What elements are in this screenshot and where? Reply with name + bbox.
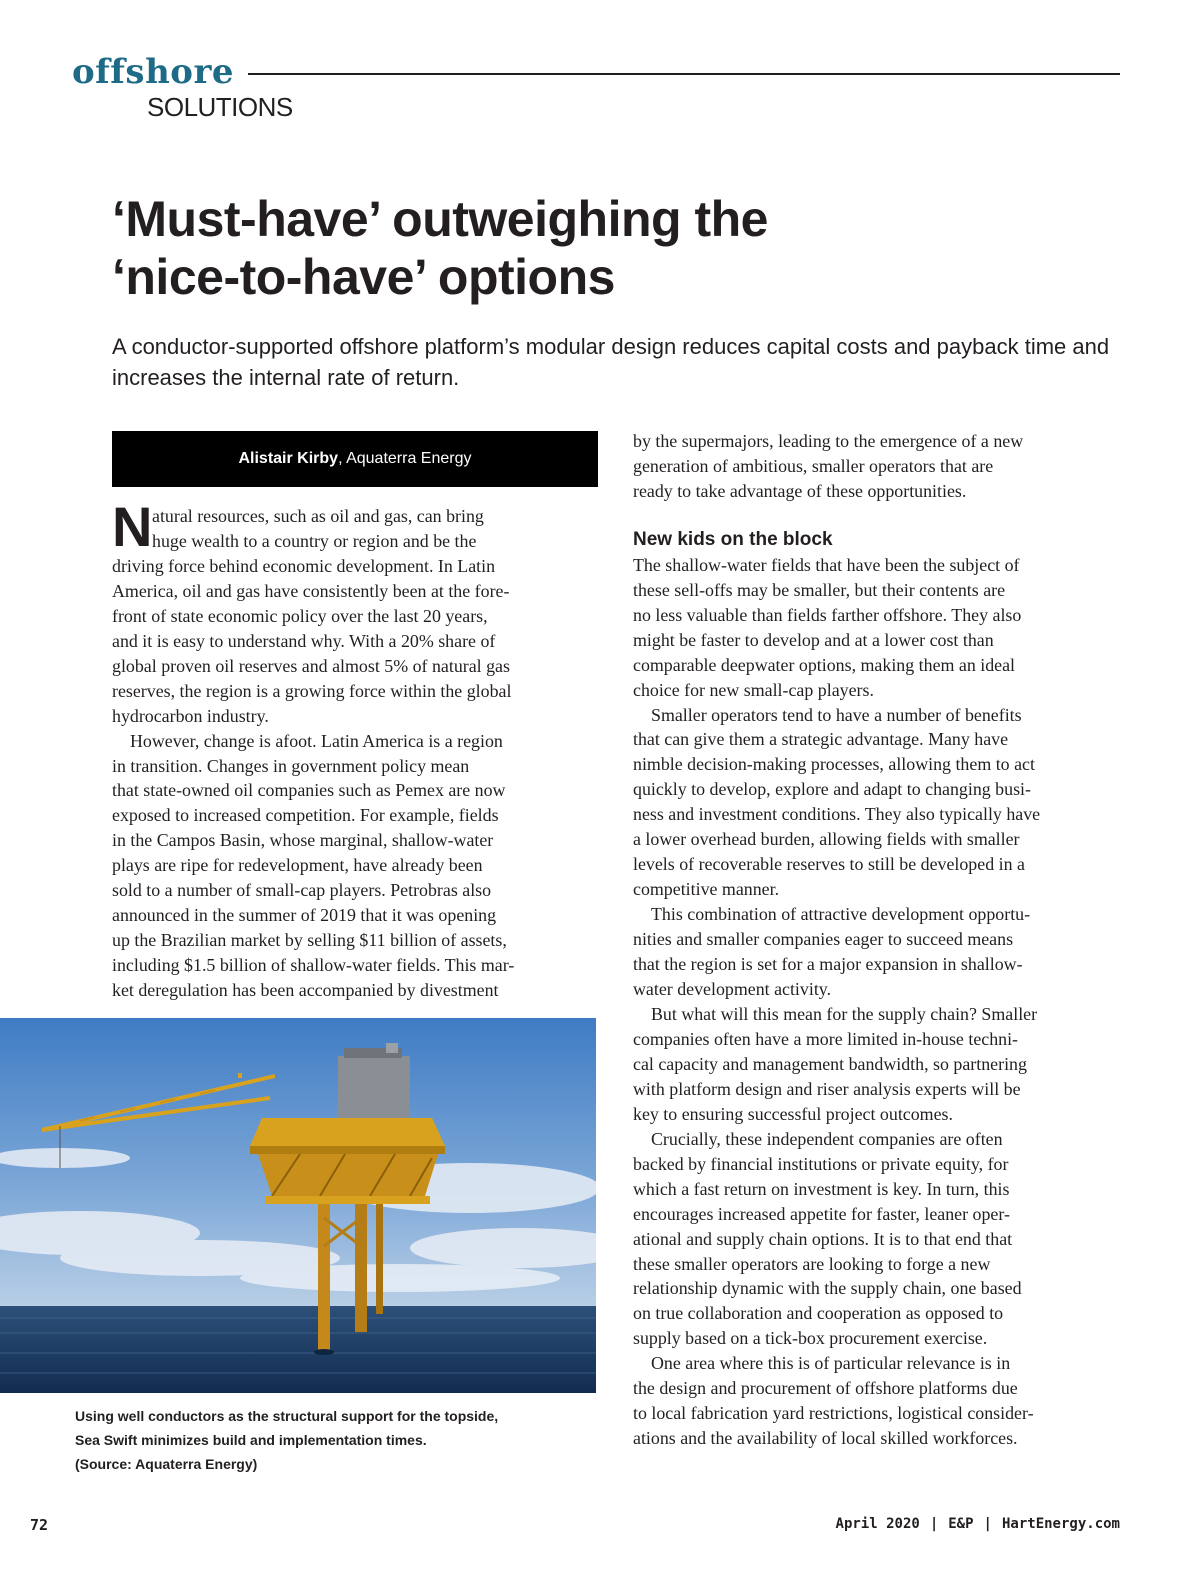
page-number: 72 — [30, 1516, 49, 1534]
subhead: New kids on the block — [633, 528, 833, 550]
body-column-left — [112, 495, 592, 1003]
platform-photo — [0, 1018, 596, 1393]
body-line: ness and investment conditions. They also typically have — [633, 804, 1041, 825]
body-line: that state-owned oil companies such as Pemex are now — [112, 780, 506, 801]
body-line: choice for new small-cap players. — [633, 679, 874, 700]
body-line: ations and the availability of local skilled workforces. — [633, 1428, 1018, 1449]
body-line: including $1.5 billion of shallow-water fields. This mar- — [112, 955, 515, 976]
body-line: announced in the summer of 2019 that it was opening — [112, 905, 497, 926]
body-line: Smaller operators tend to have a number of benefits — [651, 704, 1022, 725]
body-line: The shallow-water fields that have been the subject of — [633, 554, 1020, 575]
body-line: atural resources, such as oil and gas, can bring — [152, 506, 484, 526]
body-line: exposed to increased competition. For example, fields — [112, 805, 499, 826]
issue-date: April 2020 — [835, 1516, 920, 1532]
headline-line-2: ‘nice-to-have’ options — [112, 249, 615, 305]
section-rule — [248, 73, 1120, 75]
body-line: by the supermajors, leading to the emergence of a new — [633, 431, 1024, 451]
body-line: encourages increased appetite for faster, leaner oper- — [633, 1203, 1010, 1224]
body-line: nities and smaller companies eager to succeed means — [633, 929, 1014, 950]
body-line: these sell-offs may be smaller, but their contents are — [633, 579, 1006, 600]
body-line: up the Brazilian market by selling $11 billion of assets, — [112, 930, 507, 951]
footer-info — [836, 1516, 1120, 1532]
headline — [112, 190, 1112, 306]
topside-module — [338, 1056, 410, 1118]
body-line: a lower overhead burden, allowing fields with smaller — [633, 829, 1020, 850]
body-line: quickly to develop, explore and adapt to changing busi- — [633, 779, 1031, 800]
body-line: America, oil and gas have consistently been at the fore- — [112, 580, 510, 601]
body-line: One area where this is of particular relevance is in — [651, 1353, 1011, 1374]
caption-credit: (Source: Aquaterra Energy) — [75, 1456, 258, 1472]
body-line: the design and procurement of offshore platforms due — [633, 1378, 1018, 1399]
body-line: relationship dynamic with the supply chain, one based — [633, 1278, 1022, 1299]
body-line: that the region is set for a major expansion in shallow- — [633, 954, 1023, 975]
website: HartEnergy.com — [1001, 1516, 1120, 1532]
body-line: no less valuable than fields farther offshore. They also — [633, 604, 1022, 625]
body-line: that can give them a strategic advantage. Many have — [633, 729, 1009, 750]
body-line: which a fast return on investment is key. In turn, this — [633, 1178, 1010, 1199]
body-line: supply based on a tick-box procurement exercise. — [633, 1328, 988, 1349]
body-line: generation of ambitious, smaller operators that are — [633, 455, 994, 476]
body-line: hydrocarbon industry. — [112, 705, 269, 726]
byline-author: Alistair Kirby — [238, 450, 339, 467]
separator: | — [929, 1516, 939, 1532]
caption-line: Sea Swift minimizes build and implementation times. — [75, 1432, 427, 1448]
body-column-right — [633, 429, 1123, 1451]
body-line: in the Campos Basin, whose marginal, shallow-water — [112, 830, 494, 851]
body-line: cal capacity and management bandwidth, so partnering — [633, 1053, 1027, 1074]
body-line: ational and supply chain options. It is to that end that — [633, 1228, 1013, 1249]
body-line: This combination of attractive development opportu- — [651, 904, 1031, 925]
body-line: comparable deepwater options, making them an ideal — [633, 654, 1016, 675]
conductor-leg — [355, 1204, 367, 1332]
drop-cap: N — [112, 495, 153, 558]
body-line: reserves, the region is a growing force within the global — [112, 680, 512, 701]
body-line: nimble decision-making processes, allowing them to act — [633, 754, 1035, 775]
body-line: ket deregulation has been accompanied by divestment — [112, 980, 499, 1001]
body-line: However, change is afoot. Latin America is a region — [130, 730, 503, 751]
byline-affiliation: , Aquaterra Energy — [338, 450, 472, 467]
caption-line: Using well conductors as the structural support for the topside, — [75, 1408, 499, 1424]
body-line: water development activity. — [633, 979, 832, 1000]
upper-deck — [250, 1118, 445, 1146]
body-line: with platform design and riser analysis experts will be — [633, 1078, 1021, 1099]
body-line: plays are ripe for redevelopment, have already been — [112, 855, 483, 876]
body-line: companies often have a more limited in-house techni- — [633, 1028, 1019, 1049]
body-line: to local fabrication yard restrictions, logistical consider- — [633, 1403, 1034, 1424]
body-line: on true collaboration and cooperation as opposed to — [633, 1303, 1004, 1324]
body-line: levels of recoverable reserves to still be developed in a — [633, 854, 1025, 875]
body-line: sold to a number of small-cap players. Petrobras also — [112, 880, 492, 901]
body-line: competitive manner. — [633, 879, 780, 900]
body-line: in transition. Changes in government policy mean — [112, 755, 470, 776]
section-subtitle: SOLUTIONS — [147, 92, 293, 122]
photo-caption — [75, 1404, 595, 1476]
conductor-leg — [376, 1204, 383, 1314]
body-line: front of state economic policy over the last 20 years, — [112, 605, 488, 626]
body-line: Crucially, these independent companies are often — [651, 1128, 1003, 1149]
body-line: driving force behind economic development. In Latin — [112, 555, 496, 576]
section-word: offshore — [72, 52, 235, 92]
body-line: might be faster to develop and at a lower cost than — [633, 629, 994, 650]
body-line: global proven oil reserves and almost 5% of natural gas — [112, 655, 510, 676]
headline-line-1: ‘Must-have’ outweighing the — [112, 191, 768, 247]
body-line: backed by financial institutions or private equity, for — [633, 1153, 1009, 1174]
publication-name: E&P — [948, 1516, 974, 1532]
separator: | — [983, 1516, 992, 1532]
body-line: But what will this mean for the supply chain? Smaller — [651, 1003, 1038, 1024]
deck: A conductor-supported offshore platform’s modular design reduces capital costs and payback time and increases the internal rate of return. — [112, 334, 1110, 390]
conductor-leg — [318, 1204, 330, 1352]
byline-bar — [112, 431, 598, 487]
body-line: these smaller operators are looking to forge a new — [633, 1253, 991, 1274]
body-line: key to ensuring successful project outcomes. — [633, 1103, 953, 1124]
body-line: ready to take advantage of these opportunities. — [633, 480, 967, 501]
body-line: and it is easy to understand why. With a 20% share of — [112, 630, 496, 651]
body-line: huge wealth to a country or region and be the — [152, 530, 477, 551]
sea — [0, 1306, 596, 1393]
